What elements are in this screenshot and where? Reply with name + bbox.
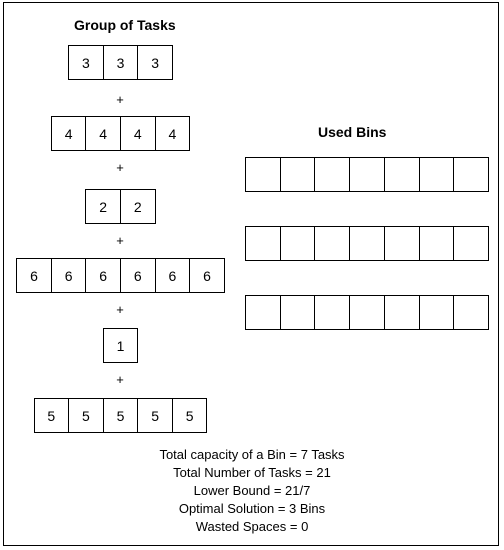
task-cell: 4 bbox=[51, 116, 87, 151]
task-cell: 5 bbox=[137, 398, 173, 433]
bin-slot bbox=[245, 157, 281, 192]
bin-slot bbox=[349, 157, 385, 192]
task-cell: 6 bbox=[120, 258, 156, 293]
task-cell: 3 bbox=[137, 45, 173, 80]
bin-slot bbox=[384, 295, 420, 330]
task-cell: 2 bbox=[120, 189, 156, 224]
bin-slot bbox=[419, 226, 455, 261]
bin-slot bbox=[453, 157, 489, 192]
task-cell: 6 bbox=[51, 258, 87, 293]
task-cell: 4 bbox=[120, 116, 156, 151]
task-cell: 4 bbox=[155, 116, 191, 151]
bin-slot bbox=[349, 295, 385, 330]
task-cell: 5 bbox=[34, 398, 70, 433]
task-cell: 6 bbox=[155, 258, 191, 293]
task-cell: 4 bbox=[85, 116, 121, 151]
bin-slot bbox=[384, 226, 420, 261]
task-cell: 5 bbox=[103, 398, 139, 433]
bin-slot bbox=[314, 157, 350, 192]
bin-slot bbox=[453, 295, 489, 330]
task-cell: 2 bbox=[85, 189, 121, 224]
plus-sign: + bbox=[116, 92, 124, 107]
task-cell: 6 bbox=[189, 258, 225, 293]
bin-slot bbox=[419, 295, 455, 330]
task-cell: 1 bbox=[103, 328, 139, 363]
bin-slot bbox=[280, 295, 316, 330]
bin-slot bbox=[280, 226, 316, 261]
summary-total-tasks: Total Number of Tasks = 21 bbox=[173, 465, 331, 480]
plus-sign: + bbox=[116, 160, 124, 175]
plus-sign: + bbox=[116, 372, 124, 387]
plus-sign: + bbox=[116, 233, 124, 248]
bin-slot bbox=[245, 226, 281, 261]
bin-slot bbox=[453, 226, 489, 261]
task-cell: 5 bbox=[68, 398, 104, 433]
task-cell: 6 bbox=[85, 258, 121, 293]
task-cell: 5 bbox=[172, 398, 208, 433]
task-cell: 3 bbox=[103, 45, 139, 80]
bin-slot bbox=[314, 295, 350, 330]
summary-optimal-solution: Optimal Solution = 3 Bins bbox=[178, 501, 326, 516]
summary-wasted-spaces: Wasted Spaces = 0 bbox=[195, 519, 309, 534]
bin-slot bbox=[419, 157, 455, 192]
bin-slot bbox=[280, 157, 316, 192]
task-cell: 3 bbox=[68, 45, 104, 80]
bin-slot bbox=[384, 157, 420, 192]
used-bins-title: Used Bins bbox=[318, 124, 387, 140]
group-of-tasks-title: Group of Tasks bbox=[74, 17, 176, 33]
bin-slot bbox=[245, 295, 281, 330]
summary-capacity: Total capacity of a Bin = 7 Tasks bbox=[159, 447, 345, 462]
bin-slot bbox=[349, 226, 385, 261]
summary-lower-bound: Lower Bound = 21/7 bbox=[193, 483, 311, 498]
plus-sign: + bbox=[116, 302, 124, 317]
bin-slot bbox=[314, 226, 350, 261]
task-cell: 6 bbox=[16, 258, 52, 293]
